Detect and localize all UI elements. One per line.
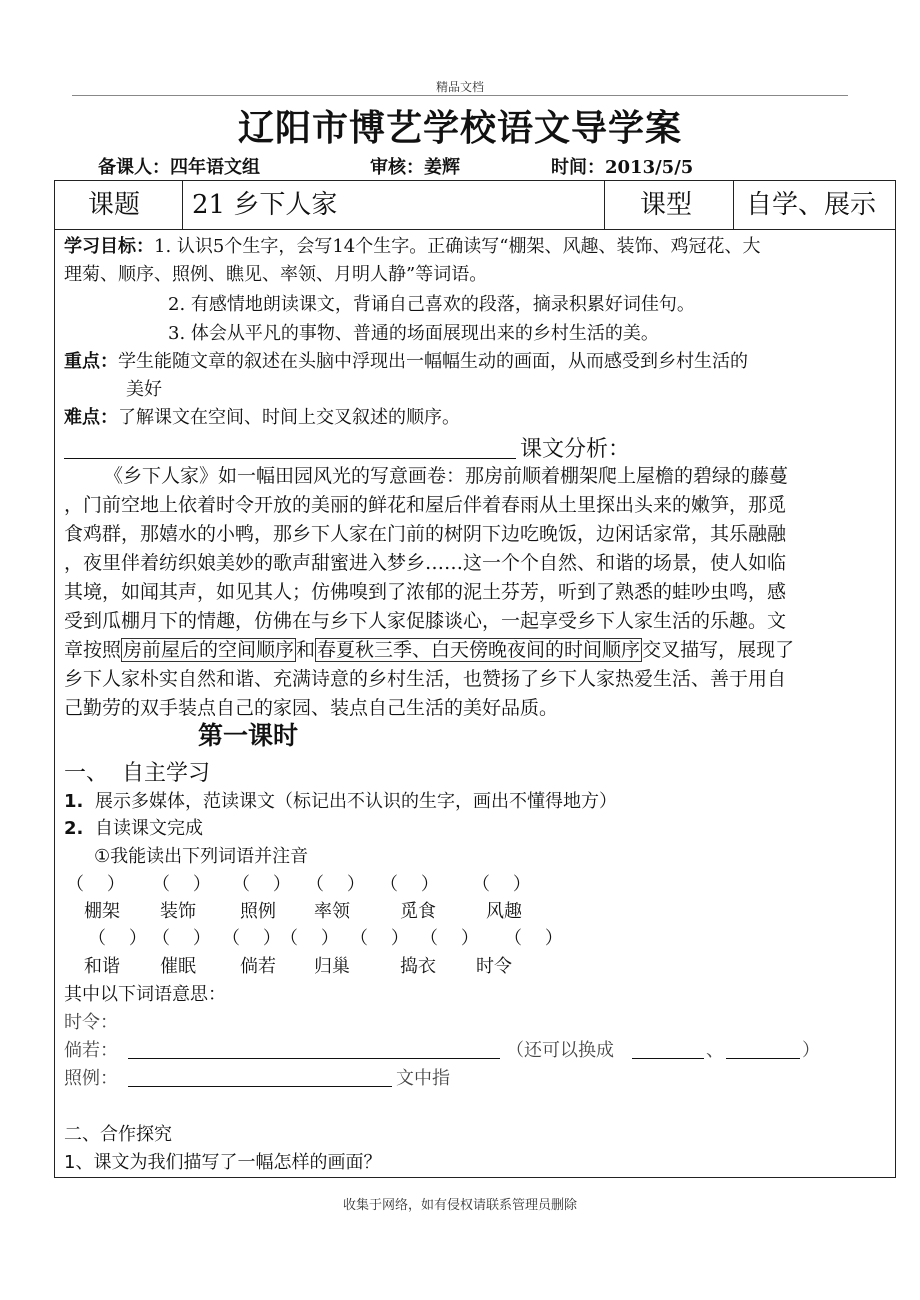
pinyin-blank[interactable]: （ ） bbox=[222, 928, 281, 949]
goal-1b: 理菊、顺序、照例、瞧见、率领、月明人静”等词语。 bbox=[64, 264, 488, 285]
meaning-tangruo-blank[interactable] bbox=[128, 1058, 500, 1059]
pinyin-blank[interactable]: （ ） bbox=[88, 928, 147, 949]
analysis-line-6: 受到瓜棚月下的情趣，仿佛在与乡下人家促膝谈心，一起享受乡下人家生活的乐趣。文 bbox=[64, 610, 787, 632]
analysis-line-1: 《乡下人家》如一幅田园风光的写意画卷：那房前顺着棚架爬上屋檐的碧绿的藤蔓 bbox=[104, 465, 789, 487]
meaning-shiling-label: 时令： bbox=[64, 1012, 118, 1033]
pinyin-blank[interactable]: （ ） bbox=[380, 874, 439, 895]
meaning-zhaoli-blank[interactable] bbox=[128, 1086, 392, 1087]
type-value: 自学、展示 bbox=[746, 190, 877, 220]
goal-line-1 bbox=[64, 233, 760, 261]
item-1 bbox=[64, 788, 617, 816]
page-footer: 收集于网络，如有侵权请联系管理员删除 bbox=[342, 1198, 577, 1213]
synonym-blank-1[interactable] bbox=[632, 1058, 704, 1059]
space-order-box: 房前屋后的空间顺序 bbox=[123, 639, 295, 661]
vocab-word: 时令 bbox=[476, 956, 512, 977]
analysis-heading: 课文分析： bbox=[520, 437, 631, 462]
date: 时间：2013/5/5 bbox=[551, 157, 694, 178]
pinyin-blank[interactable]: （ ） bbox=[306, 874, 365, 895]
header-divider bbox=[72, 95, 848, 96]
section-cooperate: 二、合作探究 bbox=[64, 1124, 172, 1145]
vocab-word: 风趣 bbox=[486, 901, 522, 922]
synonym-blank-2[interactable] bbox=[726, 1058, 800, 1059]
question-1: 1、课文为我们描写了一幅怎样的画面？ bbox=[64, 1152, 382, 1173]
analysis-7-mid: 和 bbox=[296, 639, 316, 661]
lesson-title: 第一课时 bbox=[198, 721, 299, 750]
prep-person: 备课人：四年语文组 bbox=[98, 157, 260, 178]
meaning-tangruo-tail: （还可以换成 bbox=[506, 1040, 614, 1061]
goal-3: 3. 体会从平凡的事物、普通的场面展现出来的乡村生活的美。 bbox=[168, 323, 659, 344]
vocab-word: 捣衣 bbox=[400, 956, 436, 977]
key-text-b: 美好 bbox=[126, 379, 162, 400]
analysis-line-4: ，夜里伴着纺织娘美妙的歌声甜蜜进入梦乡……这一个个自然、和谐的场景，使人如临 bbox=[64, 552, 787, 574]
pinyin-blank[interactable]: （ ） bbox=[152, 928, 211, 949]
vocab-word: 率领 bbox=[314, 901, 350, 922]
difficulty-line bbox=[64, 404, 460, 432]
vocab-word: 照例 bbox=[240, 901, 276, 922]
synonym-separator: 、 bbox=[706, 1040, 724, 1061]
sub-task-1: ①我能读出下列词语并注音 bbox=[94, 846, 309, 867]
vocab-word: 催眠 bbox=[160, 956, 196, 977]
pinyin-blank[interactable]: （ ） bbox=[504, 928, 563, 949]
reviewer: 审核：姜辉 bbox=[370, 157, 460, 178]
analysis-line-7 bbox=[64, 636, 876, 665]
pinyin-blank[interactable]: （ ） bbox=[472, 874, 531, 895]
analysis-line-9: 己勤劳的双手装点自己的家园、装点自己生活的美好品质。 bbox=[64, 697, 559, 719]
pinyin-blank[interactable]: （ ） bbox=[420, 928, 479, 949]
pinyin-blank[interactable]: （ ） bbox=[66, 874, 125, 895]
pinyin-blank[interactable]: （ ） bbox=[152, 874, 211, 895]
vocab-word: 觅食 bbox=[400, 901, 436, 922]
goal-1a: 1. 认识5个生字，会写14个生字。正确读写“棚架、风趣、装饰、鸡冠花、大 bbox=[154, 236, 761, 257]
time-order-box: 春夏秋三季、白天傍晚夜间的时间顺序 bbox=[317, 639, 641, 661]
page-header-label: 精品文档 bbox=[435, 80, 484, 94]
topic-label: 课题 bbox=[88, 190, 141, 220]
goal-2: 2. 有感情地朗读课文，背诵自己喜欢的段落，摘录积累好词佳句。 bbox=[168, 294, 695, 315]
analysis-line-8: 乡下人家朴实自然和谐、充满诗意的乡村生活，也赞扬了乡下人家热爱生活、善于用自 bbox=[64, 668, 787, 690]
vocab-word: 倘若 bbox=[240, 956, 276, 977]
meaning-tangruo-label: 倘若： bbox=[64, 1040, 118, 1061]
vocab-word: 和谐 bbox=[84, 956, 120, 977]
analysis-7-post: 交叉描写，展现了 bbox=[642, 639, 795, 661]
key-point-line bbox=[64, 348, 748, 376]
difficulty-text: 了解课文在空间、时间上交叉叙述的顺序。 bbox=[118, 407, 460, 428]
item-1-text: 展示多媒体，范读课文（标记出不认识的生字，画出不懂得地方） bbox=[95, 791, 617, 812]
goals-label: 学习目标： bbox=[64, 236, 154, 257]
vocab-word: 归巢 bbox=[314, 956, 350, 977]
analysis-line-3: 食鸡群，那嬉水的小鸭，那乡下人家在门前的树阴下边吃晚饭，边闲话家常，其乐融融 bbox=[64, 523, 787, 545]
meaning-zhaoli-tail: 文中指 bbox=[396, 1068, 450, 1089]
vocab-word: 装饰 bbox=[160, 901, 196, 922]
item-2 bbox=[64, 815, 203, 843]
analysis-line-2: ，门前空地上依着时令开放的美丽的鲜花和屋后伴着春雨从土里探出头来的嫩笋，那觅 bbox=[64, 494, 787, 516]
analysis-line-5: 其境，如闻其声，如见其人；仿佛嗅到了浓郁的泥土芬芳，听到了熟悉的蛙吵虫鸣，感 bbox=[64, 581, 787, 603]
meaning-intro: 其中以下词语意思： bbox=[64, 984, 226, 1005]
analysis-underline bbox=[64, 458, 516, 459]
topic-value: 21 乡下人家 bbox=[192, 190, 338, 220]
type-label: 课型 bbox=[640, 190, 693, 220]
item-2-number: 2. bbox=[64, 818, 84, 839]
pinyin-blank[interactable]: （ ） bbox=[280, 928, 339, 949]
key-label: 重点： bbox=[64, 351, 118, 372]
pinyin-blank[interactable]: （ ） bbox=[350, 928, 409, 949]
analysis-7-pre: 章按照 bbox=[64, 639, 122, 661]
item-1-number: 1. bbox=[64, 791, 84, 812]
document-title: 辽阳市博艺学校语文导学案 bbox=[237, 107, 682, 149]
key-text-a: 学生能随文章的叙述在头脑中浮现出一幅幅生动的画面，从而感受到乡村生活的 bbox=[118, 351, 748, 372]
meaning-tangruo-end: ） bbox=[802, 1040, 820, 1061]
meaning-zhaoli-label: 照例： bbox=[64, 1068, 118, 1089]
vocab-word: 棚架 bbox=[84, 901, 120, 922]
difficulty-label: 难点： bbox=[64, 407, 118, 428]
table-column-divider bbox=[733, 180, 734, 230]
table-column-divider bbox=[182, 180, 183, 230]
section-self-study: 一、 自主学习 bbox=[64, 761, 210, 786]
item-2-text: 自读课文完成 bbox=[95, 818, 203, 839]
pinyin-blank[interactable]: （ ） bbox=[232, 874, 291, 895]
table-column-divider bbox=[604, 180, 605, 230]
